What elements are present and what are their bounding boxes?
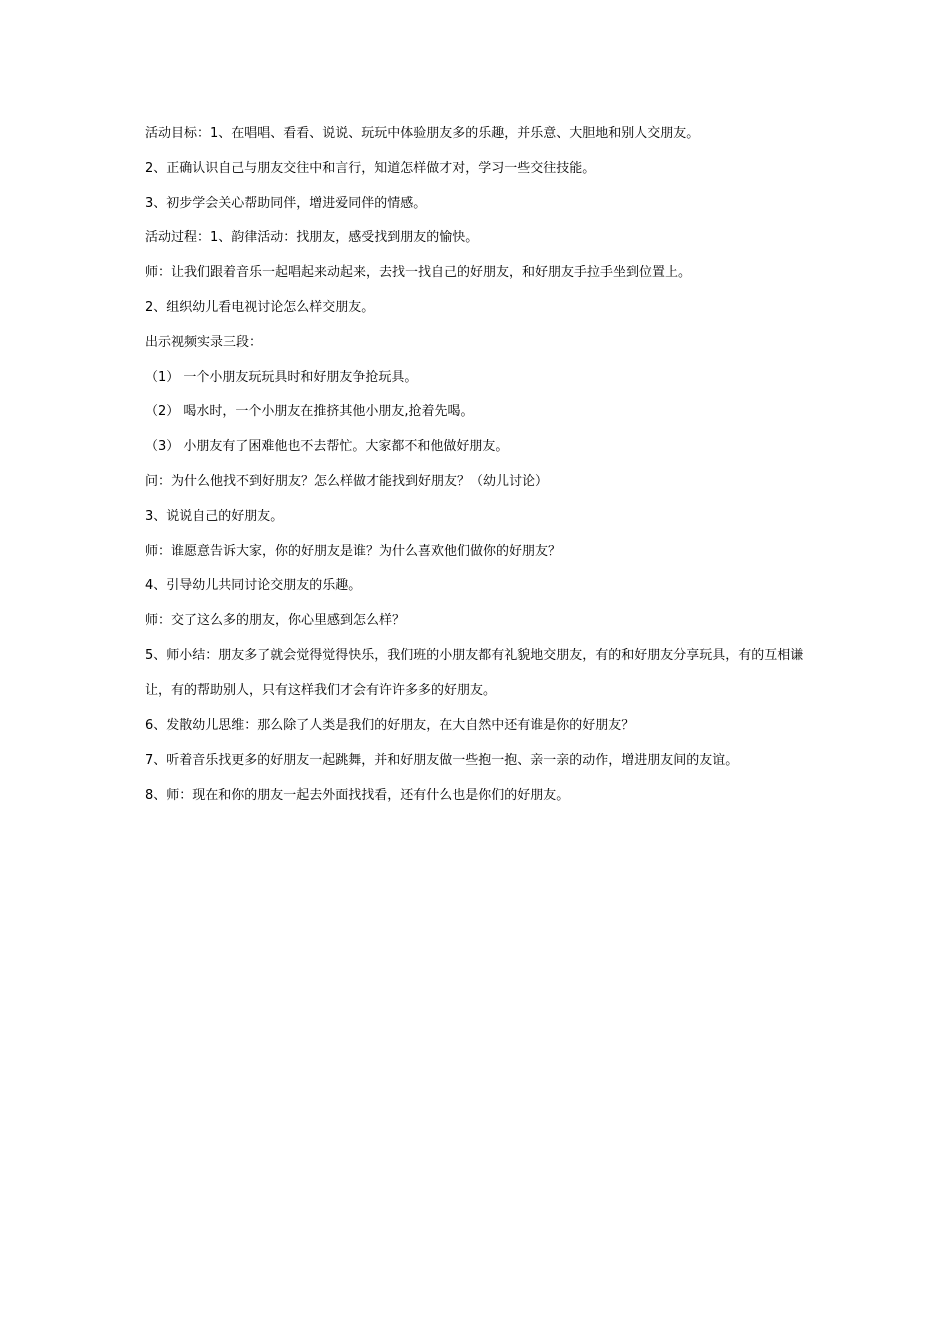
paragraph-teacher-1: 师：让我们跟着音乐一起唱起来动起来，去找一找自己的好朋友，和好朋友手拉手坐到位置上。 (145, 265, 692, 281)
document-body (145, 124, 825, 820)
paragraph-teacher-2: 师：谁愿意告诉大家，你的好朋友是谁？为什么喜欢他们做你的好朋友？ (145, 543, 562, 559)
paragraph-process-6: 6、发散幼儿思维：那么除了人类是我们的好朋友，在大自然中还有谁是你的好朋友？ (145, 717, 635, 733)
paragraph-question: 问：为什么他找不到好朋友？怎么样做才能找到好朋友？（幼儿讨论） (145, 473, 549, 489)
paragraph-process-1: 活动过程：1、韵律活动：找朋友，感受找到朋友的愉快。 (145, 230, 479, 246)
paragraph-goal-1: 活动目标：1、在唱唱、看看、说说、玩玩中体验朋友多的乐趣，并乐意、大胆地和别人交朋友。 (145, 126, 700, 141)
paragraph-process-3: 3、说说自己的好朋友。 (145, 508, 284, 524)
paragraph-video-2: （2） 喝水时，一个小朋友在推挤其他小朋友,抢着先喝。 (145, 404, 474, 420)
paragraph-process-8: 8、师：现在和你的朋友一起去外面找找看，还有什么也是你们的好朋友。 (145, 787, 570, 803)
paragraph-goal-3: 3、初步学会关心帮助同伴，增进爱同伴的情感。 (145, 195, 427, 211)
paragraph-video-intro: 出示视频实录三段： (145, 334, 263, 350)
paragraph-goal-2: 2、正确认识自己与朋友交往中和言行，知道怎样做才对，学习一些交往技能。 (145, 160, 596, 176)
paragraph-summary: 5、师小结：朋友多了就会觉得觉得快乐，我们班的小朋友都有礼貌地交朋友，有的和好朋友分享玩具，有的互相谦让，有的帮助别人，只有这样我们才会有许许多多的好朋友。 (145, 648, 804, 699)
paragraph-process-7: 7、听着音乐找更多的好朋友一起跳舞，并和好朋友做一些抱一抱、亲一亲的动作，增进朋友间的友谊。 (145, 752, 739, 768)
paragraph-process-2: 2、组织幼儿看电视讨论怎么样交朋友。 (145, 299, 375, 315)
paragraph-video-3: （3） 小朋友有了困难他也不去帮忙。大家都不和他做好朋友。 (145, 439, 509, 455)
paragraph-process-4: 4、引导幼儿共同讨论交朋友的乐趣。 (145, 578, 362, 594)
paragraph-video-1: （1） 一个小朋友玩玩具时和好朋友争抢玩具。 (145, 369, 418, 385)
paragraph-teacher-3: 师：交了这么多的朋友，你心里感到怎么样？ (145, 613, 406, 629)
